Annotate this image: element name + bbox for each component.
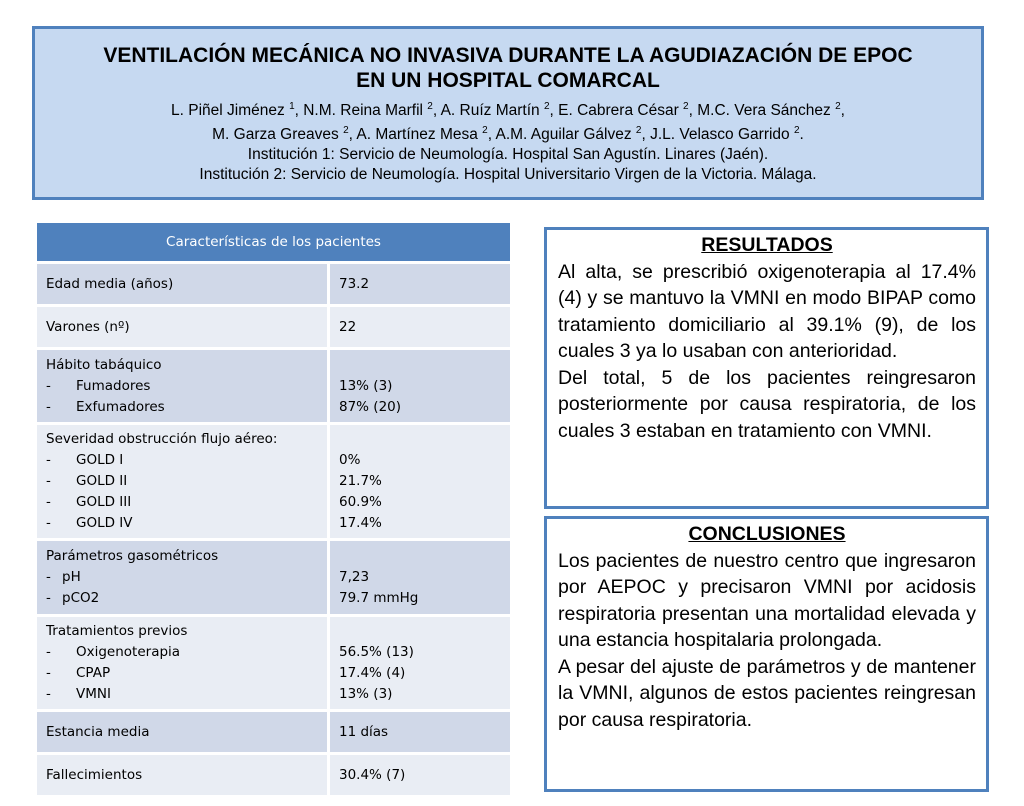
row-label: Estancia media: [36, 711, 329, 754]
row-label: Edad media (años): [36, 263, 329, 306]
row-value: 30.4% (7): [329, 754, 512, 797]
conclusions-box: [544, 516, 989, 792]
row-label-cell: [36, 540, 329, 616]
author: , J.L. Velasco Garrido: [641, 126, 794, 144]
row-subvalue: 17.4% (4): [339, 665, 406, 681]
row-subitem: - CPAP: [46, 665, 111, 681]
row-subitem: - pCO2: [46, 590, 100, 606]
row-subitem: - GOLD IV: [46, 515, 133, 531]
conclusions-title: CONCLUSIONES: [688, 523, 846, 545]
row-subvalue: 13% (3): [339, 686, 393, 702]
row-subitem-label: GOLD IV: [76, 515, 133, 531]
results-title: RESULTADOS: [701, 234, 833, 256]
row-subitem: - GOLD II: [46, 473, 128, 489]
row-subitem: - Exfumadores: [46, 398, 165, 415]
affiliation-mark: 2: [482, 125, 488, 137]
author-separator: .: [799, 126, 804, 144]
row-subvalue: 87% (20): [339, 398, 402, 415]
table-row: [36, 711, 512, 754]
institution-2: Institución 2: Servicio de Neumología. Hospital Universitario Virgen de la Victoria. Málaga.: [199, 166, 817, 184]
row-label: Varones (nº): [36, 306, 329, 349]
row-subitem-label: Exfumadores: [76, 398, 165, 415]
row-value-cell: [329, 540, 512, 616]
row-subitem-label: pH: [62, 569, 81, 585]
row-subvalue: 7,23: [339, 569, 370, 585]
row-subvalue: 13% (3): [339, 377, 393, 394]
table-row: [36, 306, 512, 349]
author: , A.M. Aguilar Gálvez: [487, 126, 636, 144]
affiliation-mark: 2: [635, 125, 642, 137]
row-subitem-label: GOLD III: [76, 494, 132, 510]
row-subvalue: 56.5% (13): [339, 644, 414, 660]
author: L. Piñel Jiménez: [171, 102, 290, 120]
row-subitem-label: VMNI: [76, 686, 111, 702]
table-row: [36, 424, 512, 540]
author: , A. Ruíz Martín: [432, 102, 544, 120]
row-label: Severidad obstrucción flujo aéreo:: [46, 431, 278, 447]
row-subitem-label: Oxigenoterapia: [76, 644, 181, 660]
row-subitem: - pH: [46, 569, 81, 585]
row-label: Tratamientos previos: [46, 623, 188, 639]
results-paragraph: Al alta, se prescribió oxigenoterapia al 17.4% (4) y se mantuvo la VMNI en modo BIPAP como tratamiento domiciliario al 39.1% (9), de los cuales 3 ya lo usaban con anterioridad.: [558, 260, 976, 362]
row-subitem: - GOLD III: [46, 494, 132, 510]
author: , M.C. Vera Sánchez: [688, 102, 836, 120]
table-row: [36, 754, 512, 797]
row-label-cell: [36, 349, 329, 424]
results-box: [544, 227, 989, 509]
authors: [35, 97, 981, 145]
row-value: 73.2: [329, 263, 512, 306]
row-label-cell: [36, 616, 329, 711]
poster-header: [32, 26, 984, 200]
affiliation-mark: 1: [289, 101, 295, 112]
title-line-2: EN UN HOSPITAL COMARCAL: [356, 69, 660, 92]
author: M. Garza Greaves: [212, 126, 344, 144]
row-subvalue: 21.7%: [339, 473, 382, 489]
table-row: [36, 616, 512, 711]
affiliation-mark: 2: [427, 101, 433, 112]
row-subvalue: 60.9%: [339, 494, 382, 510]
table-row: [36, 263, 512, 306]
table-title: Características de los pacientes: [36, 222, 512, 263]
row-value: 22: [329, 306, 512, 349]
row-subitem-label: GOLD II: [76, 473, 128, 489]
row-subitem-label: CPAP: [76, 665, 111, 681]
institution-1: Institución 1: Servicio de Neumología. Hospital San Agustín. Linares (Jaén).: [247, 146, 769, 164]
row-subvalue: 17.4%: [339, 515, 382, 531]
affiliation-mark: 2: [683, 101, 689, 112]
poster-title: [35, 43, 981, 93]
row-subitem: - Fumadores: [46, 377, 151, 394]
row-label: Parámetros gasométricos: [46, 548, 219, 564]
row-value-cell: [329, 349, 512, 424]
row-subitem: - Oxigenoterapia: [46, 644, 181, 660]
row-subvalue: 79.7 mmHg: [339, 590, 419, 606]
row-label: Hábito tabáquico: [46, 356, 162, 373]
row-subitem-label: GOLD I: [76, 452, 124, 468]
author: , N.M. Reina Marfil: [294, 102, 428, 120]
author: , E. Cabrera César: [549, 102, 684, 120]
affiliation-mark: 2: [543, 101, 550, 112]
authors-line-2: [35, 121, 981, 145]
affiliation-mark: 2: [793, 125, 800, 137]
title-line-1: VENTILACIÓN MECÁNICA NO INVASIVA DURANTE LA AGUDIAZACIÓN DE EPOC: [103, 44, 913, 67]
row-subitem: - GOLD I: [46, 452, 124, 468]
row-subvalue: 0%: [339, 452, 361, 468]
conclusions-paragraph: Los pacientes de nuestro centro que ingresaron por AEPOC y precisaron VMNI por acidosis respiratoria presentan una mortalidad elevada y una estancia hospitalaria prolongada.: [558, 549, 976, 651]
author: , A. Martínez Mesa: [348, 126, 483, 144]
table-row: [36, 349, 512, 424]
row-value-cell: [329, 616, 512, 711]
row-value: 11 días: [329, 711, 512, 754]
row-subitem-label: pCO2: [62, 590, 100, 606]
affiliation-mark: 2: [835, 101, 841, 112]
conclusions-paragraph: A pesar del ajuste de parámetros y de mantener la VMNI, algunos de estos pacientes reingresan por causa respiratoria.: [558, 655, 976, 731]
author-separator: ,: [840, 102, 845, 120]
row-label-cell: [36, 424, 329, 540]
authors-line-1: [35, 97, 981, 121]
row-value-cell: [329, 424, 512, 540]
row-label: Fallecimientos: [36, 754, 329, 797]
results-paragraph: Del total, 5 de los pacientes reingresaron posteriormente por causa respiratoria, de los cuales 3 estaban en tratamiento con VMNI.: [558, 366, 976, 442]
row-subitem: - VMNI: [46, 686, 111, 702]
patient-characteristics-table: [34, 220, 513, 798]
table-row: [36, 540, 512, 616]
affiliation-mark: 2: [343, 125, 349, 137]
row-subitem-label: Fumadores: [76, 377, 151, 394]
